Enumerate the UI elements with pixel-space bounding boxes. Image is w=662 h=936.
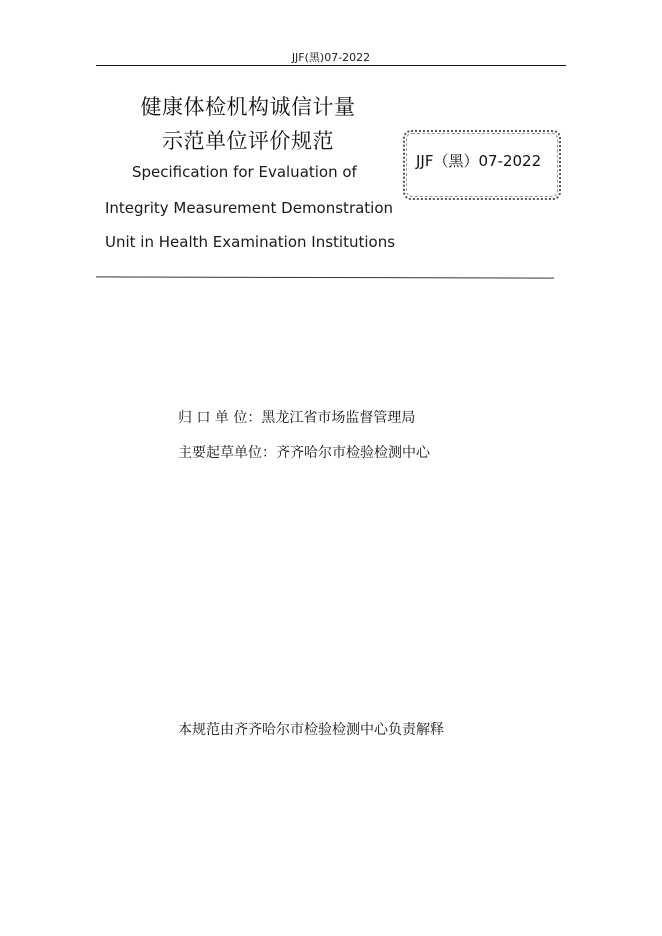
title-english-line-3: Unit in Health Examination Institutions xyxy=(105,233,396,251)
title-chinese-line-1: 健康体检机构诚信计量 xyxy=(140,95,356,119)
interpretation-note: 本规范由齐齐哈尔市检验检测中心负责解释 xyxy=(178,722,444,738)
title-chinese-line-2: 示范单位评价规范 xyxy=(162,129,334,153)
specification-code-box xyxy=(403,130,561,200)
header-divider xyxy=(96,65,566,66)
specification-code: JJF（黑）07-2022 xyxy=(416,152,542,170)
title-english-line-1: Specification for Evaluation of xyxy=(132,163,357,181)
drafter-value: 齐齐哈尔市检验检测中心 xyxy=(276,445,430,461)
title-divider xyxy=(96,276,554,278)
drafter-label: 主要起草单位： xyxy=(178,445,276,461)
authority-label: 归 口 单 位： xyxy=(178,410,262,426)
authority-line xyxy=(178,407,415,427)
authority-value: 黑龙江省市场监督管理局 xyxy=(261,410,416,426)
running-header-code: JJF(黑)07-2022 xyxy=(291,51,371,64)
title-english-line-2: Integrity Measurement Demonstration xyxy=(105,199,394,217)
drafter-line xyxy=(178,442,430,462)
